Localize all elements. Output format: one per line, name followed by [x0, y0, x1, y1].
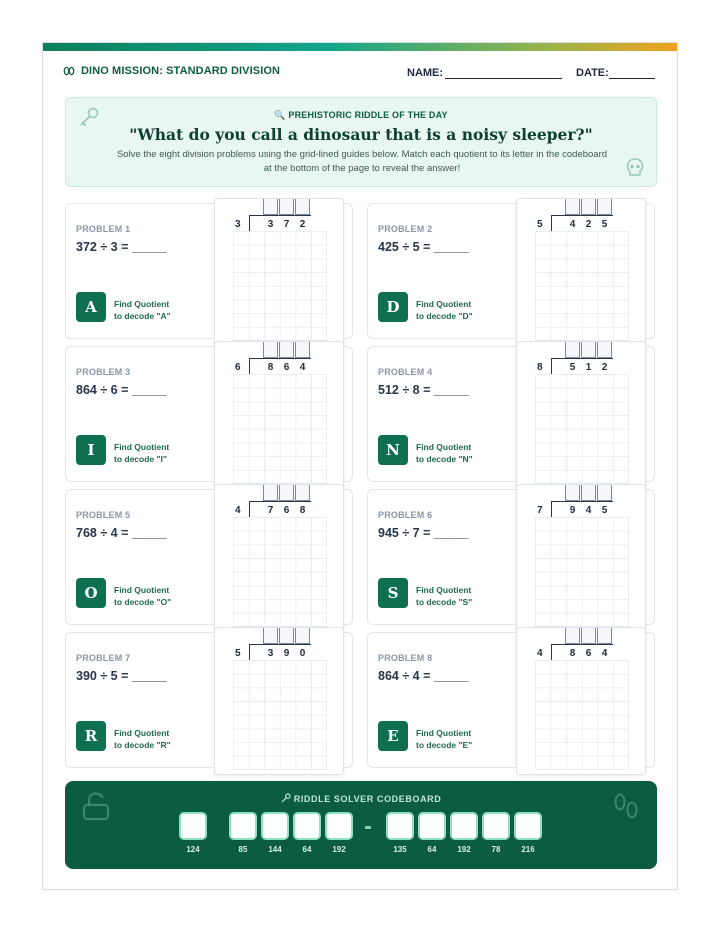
problem-equation: 390 ÷ 5 = _____: [76, 669, 167, 683]
decode-letter-badge: O: [76, 578, 106, 608]
problem-label: PROBLEM 2: [378, 224, 433, 234]
worksheet-header: [63, 65, 657, 83]
code-number: 192: [457, 845, 471, 854]
decode-letter-badge: E: [378, 721, 408, 751]
dividend-digit: 6: [283, 505, 290, 516]
decode-letter-badge: R: [76, 721, 106, 751]
work-grid[interactable]: [535, 374, 629, 484]
long-division-workspace[interactable]: [516, 198, 646, 346]
divisor-digit: 5: [235, 648, 241, 659]
long-division-workspace[interactable]: [214, 341, 344, 489]
problem-card: [65, 489, 353, 625]
decode-hint-line1: Find Quotient: [416, 299, 472, 309]
riddle-instructions: Solve the eight division problems using the grid-lined guides below. Match each quotient to its letter in the codeboard at the bottom of the page to reveal the answer!: [116, 149, 608, 174]
quotient-box[interactable]: [279, 485, 294, 501]
decode-letter-badge: D: [378, 292, 408, 322]
work-grid[interactable]: [233, 231, 327, 341]
decode-letter-badge: S: [378, 578, 408, 608]
decode-hint: [114, 727, 171, 751]
word-separator: [365, 826, 371, 829]
problem-label: PROBLEM 5: [76, 510, 131, 520]
work-grid[interactable]: [535, 660, 629, 770]
decode-hint: [114, 441, 169, 465]
dino-footprints-icon: [611, 791, 641, 821]
name-field[interactable]: [445, 78, 562, 79]
skull-icon: [626, 158, 644, 178]
divisor-digit: 4: [235, 505, 241, 516]
problem-label: PROBLEM 6: [378, 510, 433, 520]
dividend-digit: 8: [267, 362, 274, 373]
code-letter-box[interactable]: [261, 812, 289, 840]
riddle-codeboard: [65, 781, 657, 869]
problem-equation: 512 ÷ 8 = _____: [378, 383, 469, 397]
quotient-box[interactable]: [597, 485, 612, 501]
dino-footprints-icon: [63, 65, 75, 77]
problem-card: [367, 632, 655, 768]
code-number: 216: [521, 845, 535, 854]
divisor-digit: 5: [537, 219, 543, 230]
quotient-box[interactable]: [581, 199, 596, 215]
code-number: 78: [491, 845, 501, 854]
dividend-digit: 8: [569, 648, 576, 659]
decode-hint-line1: Find Quotient: [114, 442, 170, 452]
dividend-digit: 8: [299, 505, 306, 516]
divisor-digit: 4: [537, 648, 543, 659]
dividend-digit: 4: [299, 362, 306, 373]
dividend-digit: 3: [267, 219, 274, 230]
long-division-workspace[interactable]: [516, 484, 646, 632]
problem-card: [367, 489, 655, 625]
decode-hint: [416, 298, 473, 322]
quotient-box[interactable]: [279, 342, 294, 358]
dividend-digit: 4: [585, 505, 592, 516]
quotient-box[interactable]: [565, 342, 580, 358]
divisor-digit: 3: [235, 219, 241, 230]
code-number: 85: [238, 845, 248, 854]
code-number: 135: [393, 845, 407, 854]
quotient-box[interactable]: [581, 342, 596, 358]
decode-hint: [416, 441, 473, 465]
long-division-workspace[interactable]: [214, 198, 344, 346]
problem-label: PROBLEM 8: [378, 653, 433, 663]
divisor-digit: 7: [537, 505, 543, 516]
quotient-box[interactable]: [581, 628, 596, 644]
name-label: NAME:: [407, 67, 444, 79]
long-division-workspace[interactable]: [214, 484, 344, 632]
quotient-box[interactable]: [263, 199, 278, 215]
problem-equation: 768 ÷ 4 = _____: [76, 526, 167, 540]
decode-hint-line1: Find Quotient: [114, 299, 170, 309]
quotient-box[interactable]: [581, 485, 596, 501]
quotient-box[interactable]: [279, 199, 294, 215]
riddle-panel: [65, 97, 657, 187]
code-letter-box[interactable]: [450, 812, 478, 840]
decode-hint-line2: to decode "N": [416, 454, 473, 464]
decode-hint-line2: to decode "O": [114, 597, 172, 607]
work-grid[interactable]: [535, 517, 629, 627]
dividend-digit: 4: [569, 219, 576, 230]
dividend-digit: 4: [601, 648, 608, 659]
codeboard-title-text: RIDDLE SOLVER CODEBOARD: [293, 794, 442, 804]
quotient-box[interactable]: [597, 628, 612, 644]
quotient-box[interactable]: [565, 628, 580, 644]
code-letter-box[interactable]: [229, 812, 257, 840]
divisor-digit: 6: [235, 362, 241, 373]
dividend-digit: 9: [283, 648, 290, 659]
problem-label: PROBLEM 1: [76, 224, 131, 234]
code-letter-box[interactable]: [179, 812, 207, 840]
problem-label: PROBLEM 4: [378, 367, 433, 377]
divisor-digit: 8: [537, 362, 543, 373]
decode-hint: [416, 584, 472, 608]
dividend-digit: 5: [601, 219, 608, 230]
riddle-question: "What do you call a dinosaur that is a noisy sleeper?": [129, 125, 593, 144]
problem-card: [65, 632, 353, 768]
decode-hint-line2: to decode "D": [416, 311, 473, 321]
decode-hint-line2: to decode "S": [416, 597, 473, 607]
problem-equation: 425 ÷ 5 = _____: [378, 240, 469, 254]
quotient-box[interactable]: [565, 199, 580, 215]
date-label: DATE:: [576, 67, 609, 79]
problem-card: [367, 203, 655, 339]
quotient-box[interactable]: [597, 342, 612, 358]
problem-equation: 864 ÷ 6 = _____: [76, 383, 167, 397]
code-number: 192: [332, 845, 346, 854]
code-letter-box[interactable]: [293, 812, 321, 840]
decode-hint: [114, 298, 171, 322]
magnifier-icon: 🔍: [274, 110, 286, 120]
long-division-workspace[interactable]: [516, 341, 646, 489]
decode-hint: [114, 584, 171, 608]
decode-hint-line2: to decode "E": [416, 740, 473, 750]
work-grid[interactable]: [233, 517, 327, 627]
quotient-box[interactable]: [295, 628, 310, 644]
code-letter-box[interactable]: [482, 812, 510, 840]
brand-title: [63, 65, 280, 77]
decode-hint-line1: Find Quotient: [416, 728, 472, 738]
dividend-digit: 5: [569, 362, 576, 373]
dividend-digit: 6: [585, 648, 592, 659]
long-division-workspace[interactable]: [214, 627, 344, 775]
dividend-digit: 2: [585, 219, 592, 230]
dividend-digit: 2: [601, 362, 608, 373]
decode-hint-line1: Find Quotient: [114, 728, 170, 738]
date-field[interactable]: [609, 78, 655, 79]
dividend-digit: 7: [283, 219, 290, 230]
work-grid[interactable]: [233, 374, 327, 484]
problem-label: PROBLEM 3: [76, 367, 131, 377]
code-number: 144: [268, 845, 282, 854]
decode-hint-line1: Find Quotient: [114, 585, 170, 595]
problem-equation: 372 ÷ 3 = _____: [76, 240, 167, 254]
problem-label: PROBLEM 7: [76, 653, 131, 663]
code-letter-box[interactable]: [418, 812, 446, 840]
problem-card: [367, 346, 655, 482]
quotient-box[interactable]: [263, 485, 278, 501]
brand-text: DINO MISSION: STANDARD DIVISION: [81, 65, 281, 77]
dividend-digit: 0: [299, 648, 306, 659]
codeboard-title: [65, 793, 657, 804]
quotient-box[interactable]: [295, 485, 310, 501]
decode-hint-line2: to decode "R": [114, 740, 171, 750]
long-division-workspace[interactable]: [516, 627, 646, 775]
decode-hint-line2: to decode "I": [114, 454, 167, 464]
dividend-digit: 7: [267, 505, 274, 516]
gradient-top-bar: [43, 43, 677, 51]
code-letter-box[interactable]: [514, 812, 542, 840]
code-letter-box[interactable]: [325, 812, 353, 840]
problem-equation: 864 ÷ 4 = _____: [378, 669, 469, 683]
problem-card: [65, 346, 353, 482]
riddle-kicker: [66, 110, 656, 121]
dividend-digit: 5: [601, 505, 608, 516]
dividend-digit: 9: [569, 505, 576, 516]
riddle-kicker-text: PREHISTORIC RIDDLE OF THE DAY: [288, 110, 448, 120]
decode-hint: [416, 727, 472, 751]
decode-letter-badge: A: [76, 292, 106, 322]
quotient-box[interactable]: [597, 199, 612, 215]
code-number: 124: [186, 845, 200, 854]
quotient-box[interactable]: [263, 628, 278, 644]
code-number: 64: [427, 845, 437, 854]
code-number: 64: [302, 845, 312, 854]
quotient-box[interactable]: [263, 342, 278, 358]
dividend-digit: 6: [283, 362, 290, 373]
problem-equation: 945 ÷ 7 = _____: [378, 526, 469, 540]
decode-letter-badge: I: [76, 435, 106, 465]
code-letter-box[interactable]: [386, 812, 414, 840]
dividend-digit: 3: [267, 648, 274, 659]
decode-hint-line2: to decode "A": [114, 311, 171, 321]
key-icon: [281, 793, 291, 803]
dividend-digit: 1: [585, 362, 592, 373]
quotient-box[interactable]: [295, 342, 310, 358]
dividend-digit: 2: [299, 219, 306, 230]
work-grid[interactable]: [535, 231, 629, 341]
decode-letter-badge: N: [378, 435, 408, 465]
quotient-box[interactable]: [565, 485, 580, 501]
work-grid[interactable]: [233, 660, 327, 770]
problem-card: [65, 203, 353, 339]
quotient-box[interactable]: [279, 628, 294, 644]
decode-hint-line1: Find Quotient: [416, 442, 472, 452]
decode-hint-line1: Find Quotient: [416, 585, 472, 595]
worksheet: [42, 42, 678, 890]
quotient-box[interactable]: [295, 199, 310, 215]
